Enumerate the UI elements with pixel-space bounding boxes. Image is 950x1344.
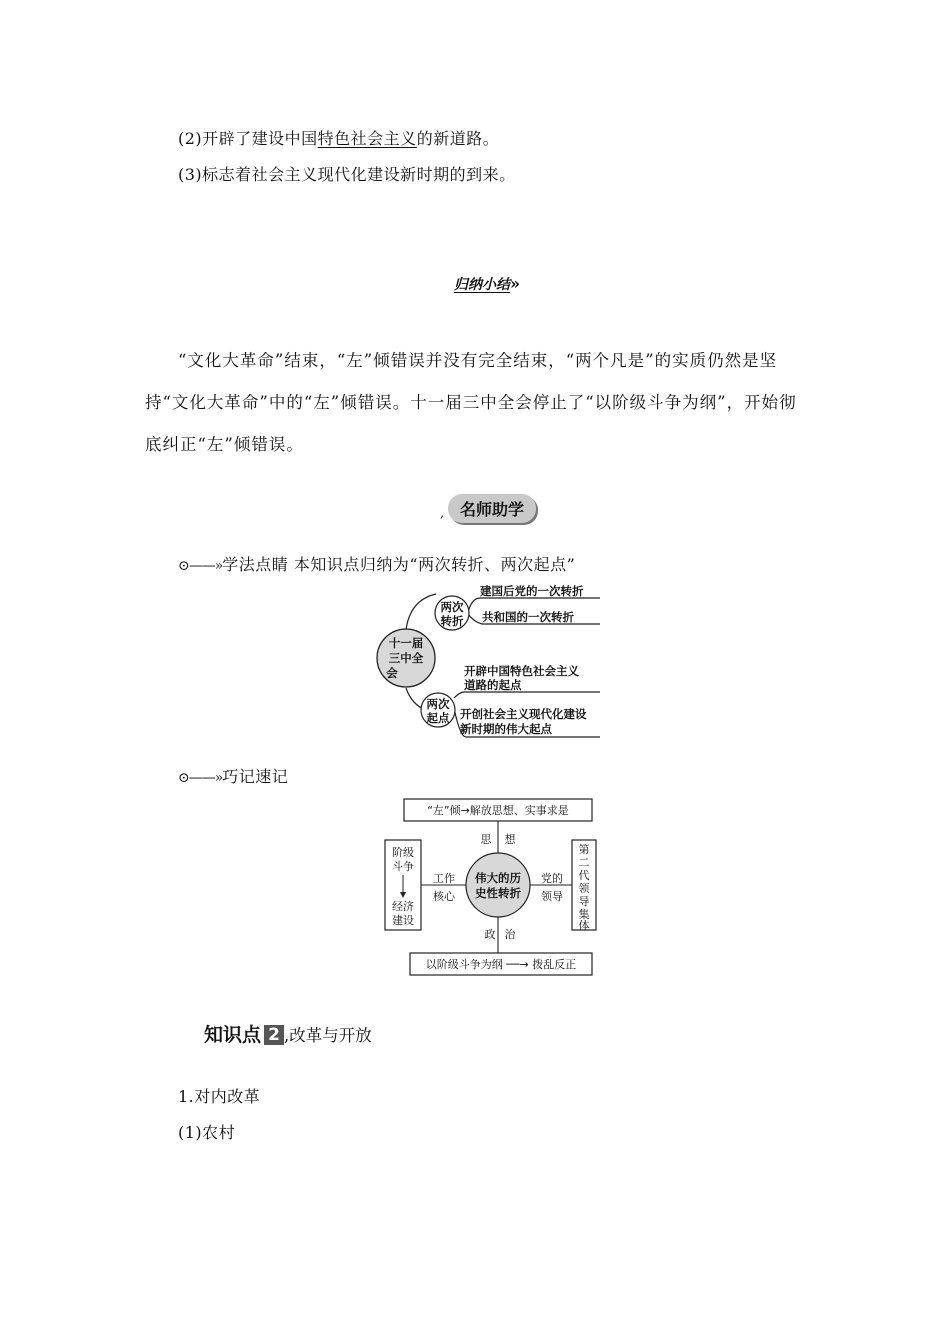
- starts-item-1-line-2: 道路的起点: [464, 678, 522, 692]
- right-box-char-4: 领: [578, 882, 590, 895]
- point-item-3: (3)标志着社会主义现代化建设新时期的到来。: [178, 165, 516, 184]
- turns-node-line-1: 两次: [440, 600, 464, 614]
- knowledge-point-label: 知识点: [204, 1024, 262, 1046]
- starts-item-2-line-1: 开创社会主义现代化建设: [460, 707, 587, 721]
- turns-node-line-2: 转折: [440, 614, 464, 628]
- turns-item-2: 共和国的一次转折: [482, 610, 574, 624]
- center-line-3: 会: [386, 666, 398, 680]
- branch-line: [454, 692, 600, 698]
- bottom-label-left: 政: [484, 928, 496, 941]
- double-chevron-icon: »: [510, 274, 520, 293]
- right-box-char-7: 体: [578, 919, 590, 932]
- left-box-bottom-line-2: 建设: [392, 914, 414, 927]
- knowledge-point-title: ,改革与开放: [284, 1026, 372, 1045]
- starts-node-line-2: 起点: [426, 711, 450, 725]
- right-label-line-1: 党的: [541, 872, 563, 885]
- left-box-bottom-line-1: 经济: [392, 900, 414, 913]
- bullet-arrow-icon: ⊙——»: [178, 770, 223, 786]
- point-2-suffix: 的新道路。: [416, 129, 500, 148]
- center-line-2: 史性转折: [475, 886, 521, 900]
- left-label-line-1: 工作: [433, 872, 455, 885]
- point-item-2: [178, 126, 499, 149]
- right-label-line-2: 领导: [541, 890, 563, 903]
- right-box-char-5: 导: [578, 895, 590, 908]
- connector-arc: [406, 594, 436, 630]
- memory-heading-text: 巧记速记: [222, 767, 289, 786]
- right-box-char-1: 第: [578, 843, 590, 856]
- right-box-char-2: 二: [578, 856, 590, 869]
- reform-heading: 1.对内改革: [178, 1087, 261, 1106]
- bottom-box-text: 以阶级斗争为纲 ──→ 拨乱反正: [425, 958, 577, 971]
- knowledge-point-number: 2: [264, 1025, 284, 1045]
- point-2-underlined-term: 特色社会主义: [317, 129, 417, 148]
- left-box-top-line-2: 斗争: [392, 860, 414, 873]
- starts-item-2-line-2: 新时期的伟大起点: [460, 722, 552, 736]
- top-label-left: 思: [480, 833, 492, 846]
- center-line-2: 三中全: [388, 651, 424, 665]
- knowledge-point-heading: [204, 1020, 372, 1047]
- right-box-char-3: 代: [578, 869, 590, 882]
- summary-title: 归纳小结: [454, 277, 510, 293]
- top-label-right: 想: [504, 833, 516, 846]
- memory-heading: [178, 764, 288, 787]
- left-label-line-2: 核心: [433, 890, 455, 903]
- stray-comma: ,: [440, 506, 445, 521]
- starts-node-line-1: 两次: [426, 697, 450, 711]
- summary-heading: [454, 274, 520, 294]
- center-line-1: 伟大的历: [475, 871, 521, 885]
- right-box-char-6: 集: [578, 908, 590, 921]
- summary-paragraph: “文化大革命”结束，“左”倾错误并没有完全结束，“两个凡是”的实质仍然是坚持“文化大革命”中的“左”倾错误。十一届三中全会停止了“以阶级斗争为纲”，开始彻底纠正“左”倾错误。: [145, 351, 797, 454]
- teacher-help-badge: 名师助学: [448, 494, 536, 523]
- bullet-arrow-icon: ⊙——»: [178, 558, 223, 574]
- starts-item-1-line-1: 开辟中国特色社会主义: [464, 664, 579, 678]
- method-heading-text: 学法点睛 本知识点归纳为“两次转折、两次起点”: [222, 555, 576, 574]
- turning-points-diagram: [370, 580, 610, 740]
- center-node: [466, 853, 530, 917]
- turns-item-1: 建国后党的一次转折: [480, 584, 584, 598]
- historic-turn-diagram: [380, 796, 600, 976]
- center-line-1: 十一届: [388, 636, 424, 650]
- left-box-top-line-1: 阶级: [392, 846, 414, 859]
- bottom-label-right: 治: [504, 928, 516, 941]
- top-box-text: “左”倾→解放思想、实事求是: [427, 804, 569, 817]
- reform-subheading: (1)农村: [178, 1123, 236, 1142]
- method-heading: [178, 552, 575, 575]
- point-2-prefix: (2)开辟了建设中国: [178, 129, 318, 148]
